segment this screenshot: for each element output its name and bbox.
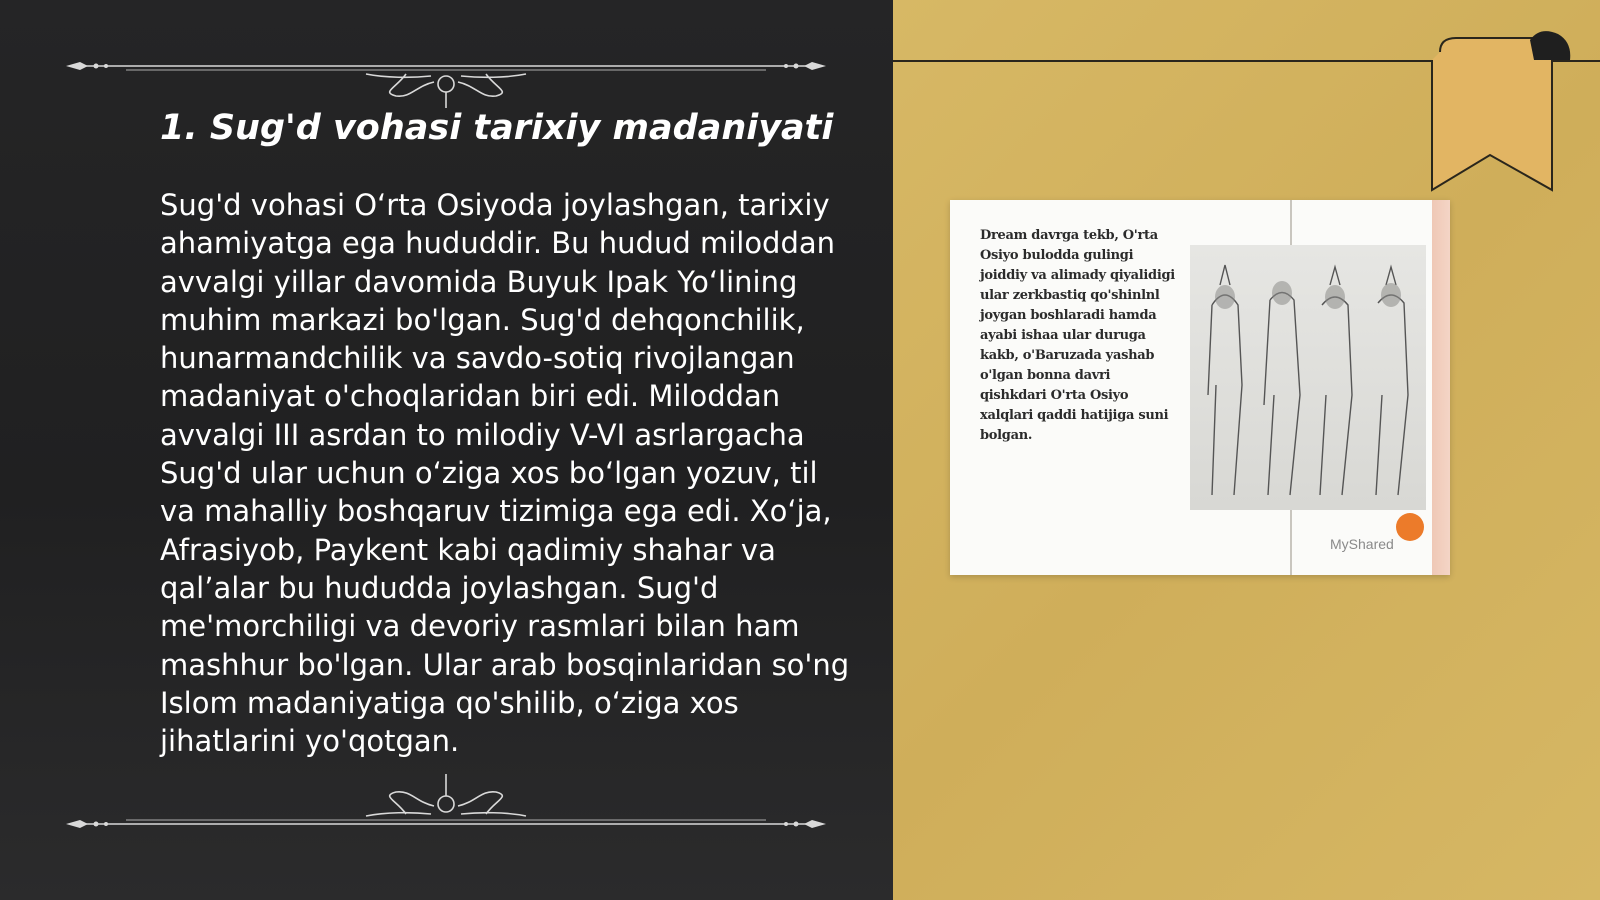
top-ornament-divider <box>66 48 826 108</box>
book-illustration <box>950 200 1450 575</box>
warriors-illustration <box>1190 245 1426 510</box>
slide-body-text: Sug'd vohasi O‘rta Osiyoda joylashgan, tarixiy ahamiyatga ega hududdir. Bu hudud miloddan avvalgi yillar davomida Buyuk Ipak Yo‘lining muhim markazi bo'lgan. Sug'd dehqonchilik, hunarmandchilik va savdo-sotiq rivojlangan madaniyat o'choqlaridan biri edi. Miloddan avvalgi III asrdan to milodiy V-VI asrlargacha Sug'd ular uchun o‘ziga xos bo‘lgan yozuv, til va mahalliy boshqaruv tizimiga ega edi. Xo‘ja, Afrasiyob, Paykent kabi qadimiy shahar va qal’alar bu hududda joylashgan. Sug'd me'morchiligi va devoriy rasmlari bilan ham mashhur bo'lgan. Ular arab bosqinlaridan so'ng Islom madaniyatiga qo'shilib, o‘ziga xos jihatlarini yo'qotgan. <box>160 188 850 759</box>
bottom-ornament-divider <box>66 774 826 834</box>
warriors-drawing-icon <box>1190 245 1426 510</box>
logo-dot-icon <box>1396 513 1424 541</box>
book-page-edge <box>1432 200 1450 575</box>
book-caption-text: Dream davrga tekb, O'rta Osiyo bulodda gulingi joiddiy va alimady qiyalidigi ular zerkbastiq qo'shinlnl joygan boshlaradi hamda ayabi ishaa ular duruga kakb, o'Baruzada yashab o'lgan bonna davri qishkdari O'rta Osiyo xalqlari qaddi hatijiga suni bolgan. <box>980 228 1175 443</box>
slide-title: 1. Sug'd vohasi tarixiy madaniyati <box>160 108 834 148</box>
book-logo-text: MyShared <box>1330 536 1394 552</box>
bookmark-ribbon-icon <box>1430 30 1600 200</box>
